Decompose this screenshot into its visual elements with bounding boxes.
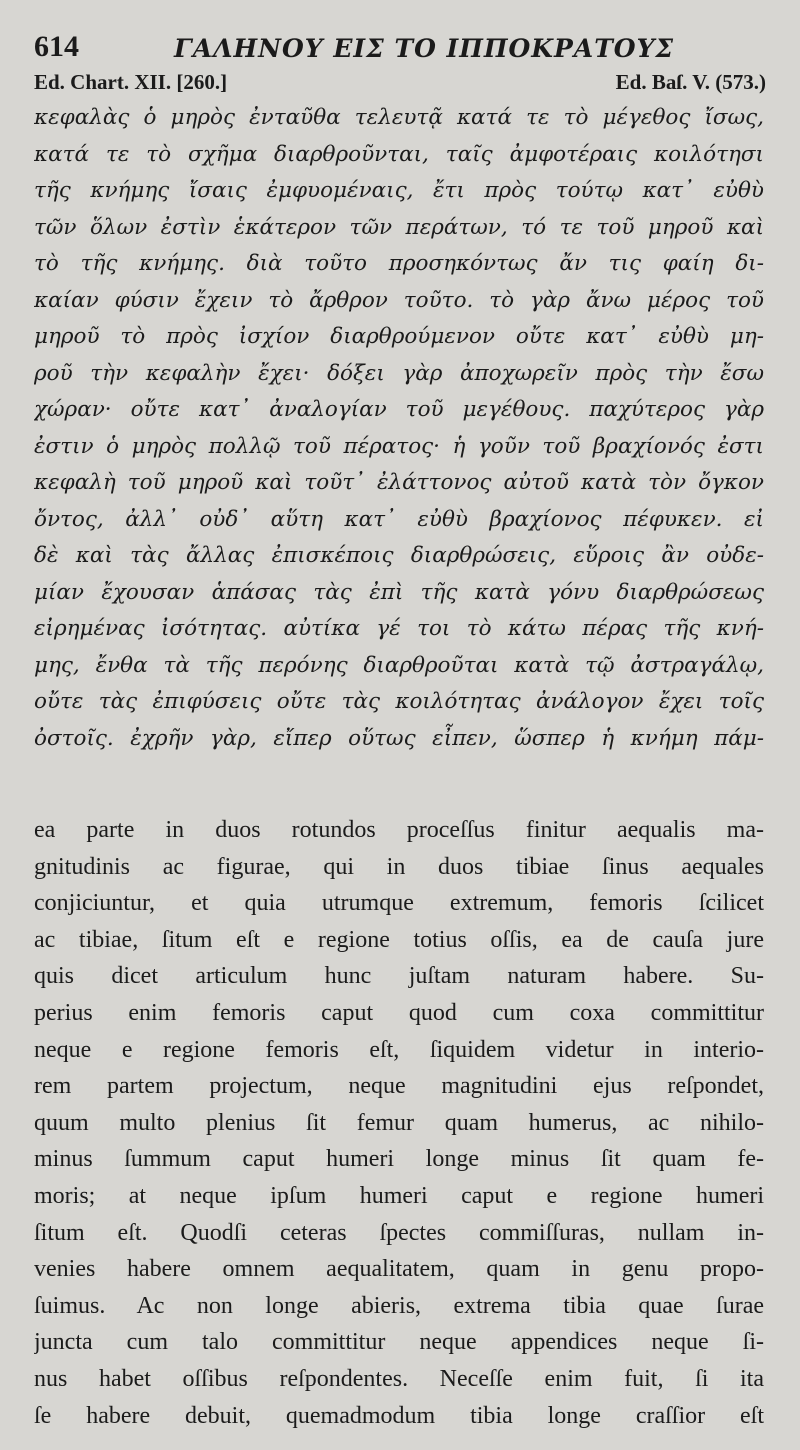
edition-chartier: Ed. Chart. XII. [260.] [34, 70, 228, 94]
greek-text-line: εἰρημένας ἰσότητας. αὐτίκα γέ τοι τὸ κάτω πέρας τῆς κνή- [34, 616, 764, 641]
greek-text-line: κεφαλὴ τοῦ μηροῦ καὶ τοῦτ᾽ ἐλάττονος αὐτοῦ κατὰ τὸν ὄγκον [34, 470, 764, 495]
greek-text-line: ὄντος, ἀλλ᾽ οὐδ᾽ αὕτη κατ᾽ εὐθὺ βραχίονος πέφυκεν. εἰ [34, 506, 764, 532]
latin-text-line: ea parte in duos rotundos proceſſus finitur aequalis ma- [34, 817, 764, 843]
greek-text-line: δὲ καὶ τὰς ἄλλας ἐπισκέποις διαρθρώσεις, εὕροις ἂν οὐδε- [34, 543, 764, 568]
page-number: 614 [34, 30, 79, 63]
latin-text-block [34, 812, 764, 1434]
greek-text-line: οὔτε τὰς ἐπιφύσεις οὔτε τὰς κοιλότητας ἀνάλογον ἔχει τοῖς [34, 689, 764, 714]
latin-text-line: perius enim femoris caput quod cum coxa committitur [34, 999, 764, 1026]
latin-text-line: ſitum eſt. Quodſi ceteras ſpectes commiſſuras, nullam in- [34, 1219, 764, 1246]
greek-text-line: ὀστοῖς. ἐχρῆν γὰρ, εἴπερ οὕτως εἶπεν, ὥσπερ ἡ κνήμη πάμ- [34, 725, 764, 751]
latin-text-line: minus ſummum caput humeri longe minus ſit quam fe- [34, 1146, 764, 1173]
greek-text-line: καίαν φύσιν ἔχειν τὸ ἄρθρον τοῦτο. τὸ γὰρ ἄνω μέρος τοῦ [34, 287, 764, 313]
greek-text-line: τῆς κνήμης ἴσαις ἐμφυομέναις, ἔτι πρὸς τούτῳ κατ᾽ εὐθὺ [34, 178, 764, 203]
running-title: ΓΑΛΗΝΟΥ ΕΙΣ ΤΟ ΙΠΠΟΚΡΑΤΟΥΣ [174, 34, 675, 63]
latin-text-line: quum multo plenius ſit femur quam humerus, ac nihilo- [34, 1109, 764, 1136]
greek-text-line: κατά τε τὸ σχῆμα διαρθροῦνται, ταῖς ἀμφοτέραις κοιλότησι [34, 141, 764, 167]
latin-text-line: conjiciuntur, et quia utrumque extremum, femoris ſcilicet [34, 890, 764, 917]
latin-text-line: neque e regione femoris eſt, ſiquidem videtur in interio- [34, 1036, 764, 1063]
edition-basel: Ed. Baſ. V. (573.) [615, 70, 766, 94]
edition-references [34, 70, 766, 100]
latin-text-line: moris; at neque ipſum humeri caput e regione humeri [34, 1182, 764, 1209]
greek-text-line: μίαν ἔχουσαν ἁπάσας τὰς ἐπὶ τῆς κατὰ γόνυ διαρθρώσεως [34, 579, 764, 605]
greek-text-line: χώραν· οὔτε κατ᾽ ἀναλογίαν τοῦ μεγέθους. παχύτερος γὰρ [34, 397, 764, 422]
greek-text-line: κεφαλὰς ὁ μηρὸς ἐνταῦθα τελευτᾷ κατά τε τὸ μέγεθος ἴσως, [34, 105, 764, 130]
latin-text-line: quis dicet articulum hunc juſtam naturam habere. Su- [34, 963, 764, 990]
greek-text-line: μηροῦ τὸ πρὸς ἰσχίον διαρθρούμενον οὔτε κατ᾽ εὐθὺ μη- [34, 324, 764, 349]
greek-text-line: ἐστιν ὁ μηρὸς πολλῷ τοῦ πέρατος· ἡ γοῦν τοῦ βραχίονός ἐστι [34, 433, 764, 459]
latin-text-line: gnitudinis ac figurae, qui in duos tibiae ſinus aequales [34, 853, 764, 880]
running-head [34, 28, 766, 68]
latin-text-line: rem partem projectum, neque magnitudini ejus reſpondet, [34, 1073, 764, 1100]
latin-text-line: venies habere omnem aequalitatem, quam in genu propo- [34, 1256, 764, 1283]
latin-text-line: ſe habere debuit, quemadmodum tibia longe craſſior eſt [34, 1402, 764, 1429]
greek-text-line: τῶν ὅλων ἐστὶν ἑκάτερον τῶν περάτων, τό τε τοῦ μηροῦ καὶ [34, 214, 764, 240]
greek-text-line: ροῦ τὴν κεφαλὴν ἔχει· δόξει γὰρ ἀποχωρεῖν πρὸς τὴν ἔσω [34, 360, 764, 386]
latin-text-line: nus habet oſſibus reſpondentes. Neceſſe enim fuit, ſi ita [34, 1365, 764, 1392]
latin-text-line: juncta cum talo committitur neque appendices neque ſi- [34, 1329, 764, 1356]
greek-text-line: τὸ τῆς κνήμης. διὰ τοῦτο προσηκόντως ἄν τις φαίη δι- [34, 251, 764, 276]
greek-text-block [34, 100, 764, 757]
greek-text-line: μης, ἔνθα τὰ τῆς περόνης διαρθροῦται κατὰ τῷ ἀστραγάλῳ, [34, 652, 764, 678]
latin-text-line: ſuimus. Ac non longe abieris, extrema tibia quae ſurae [34, 1292, 764, 1319]
latin-text-line: ac tibiae, ſitum eſt e regione totius oſſis, ea de cauſa jure [34, 926, 764, 953]
